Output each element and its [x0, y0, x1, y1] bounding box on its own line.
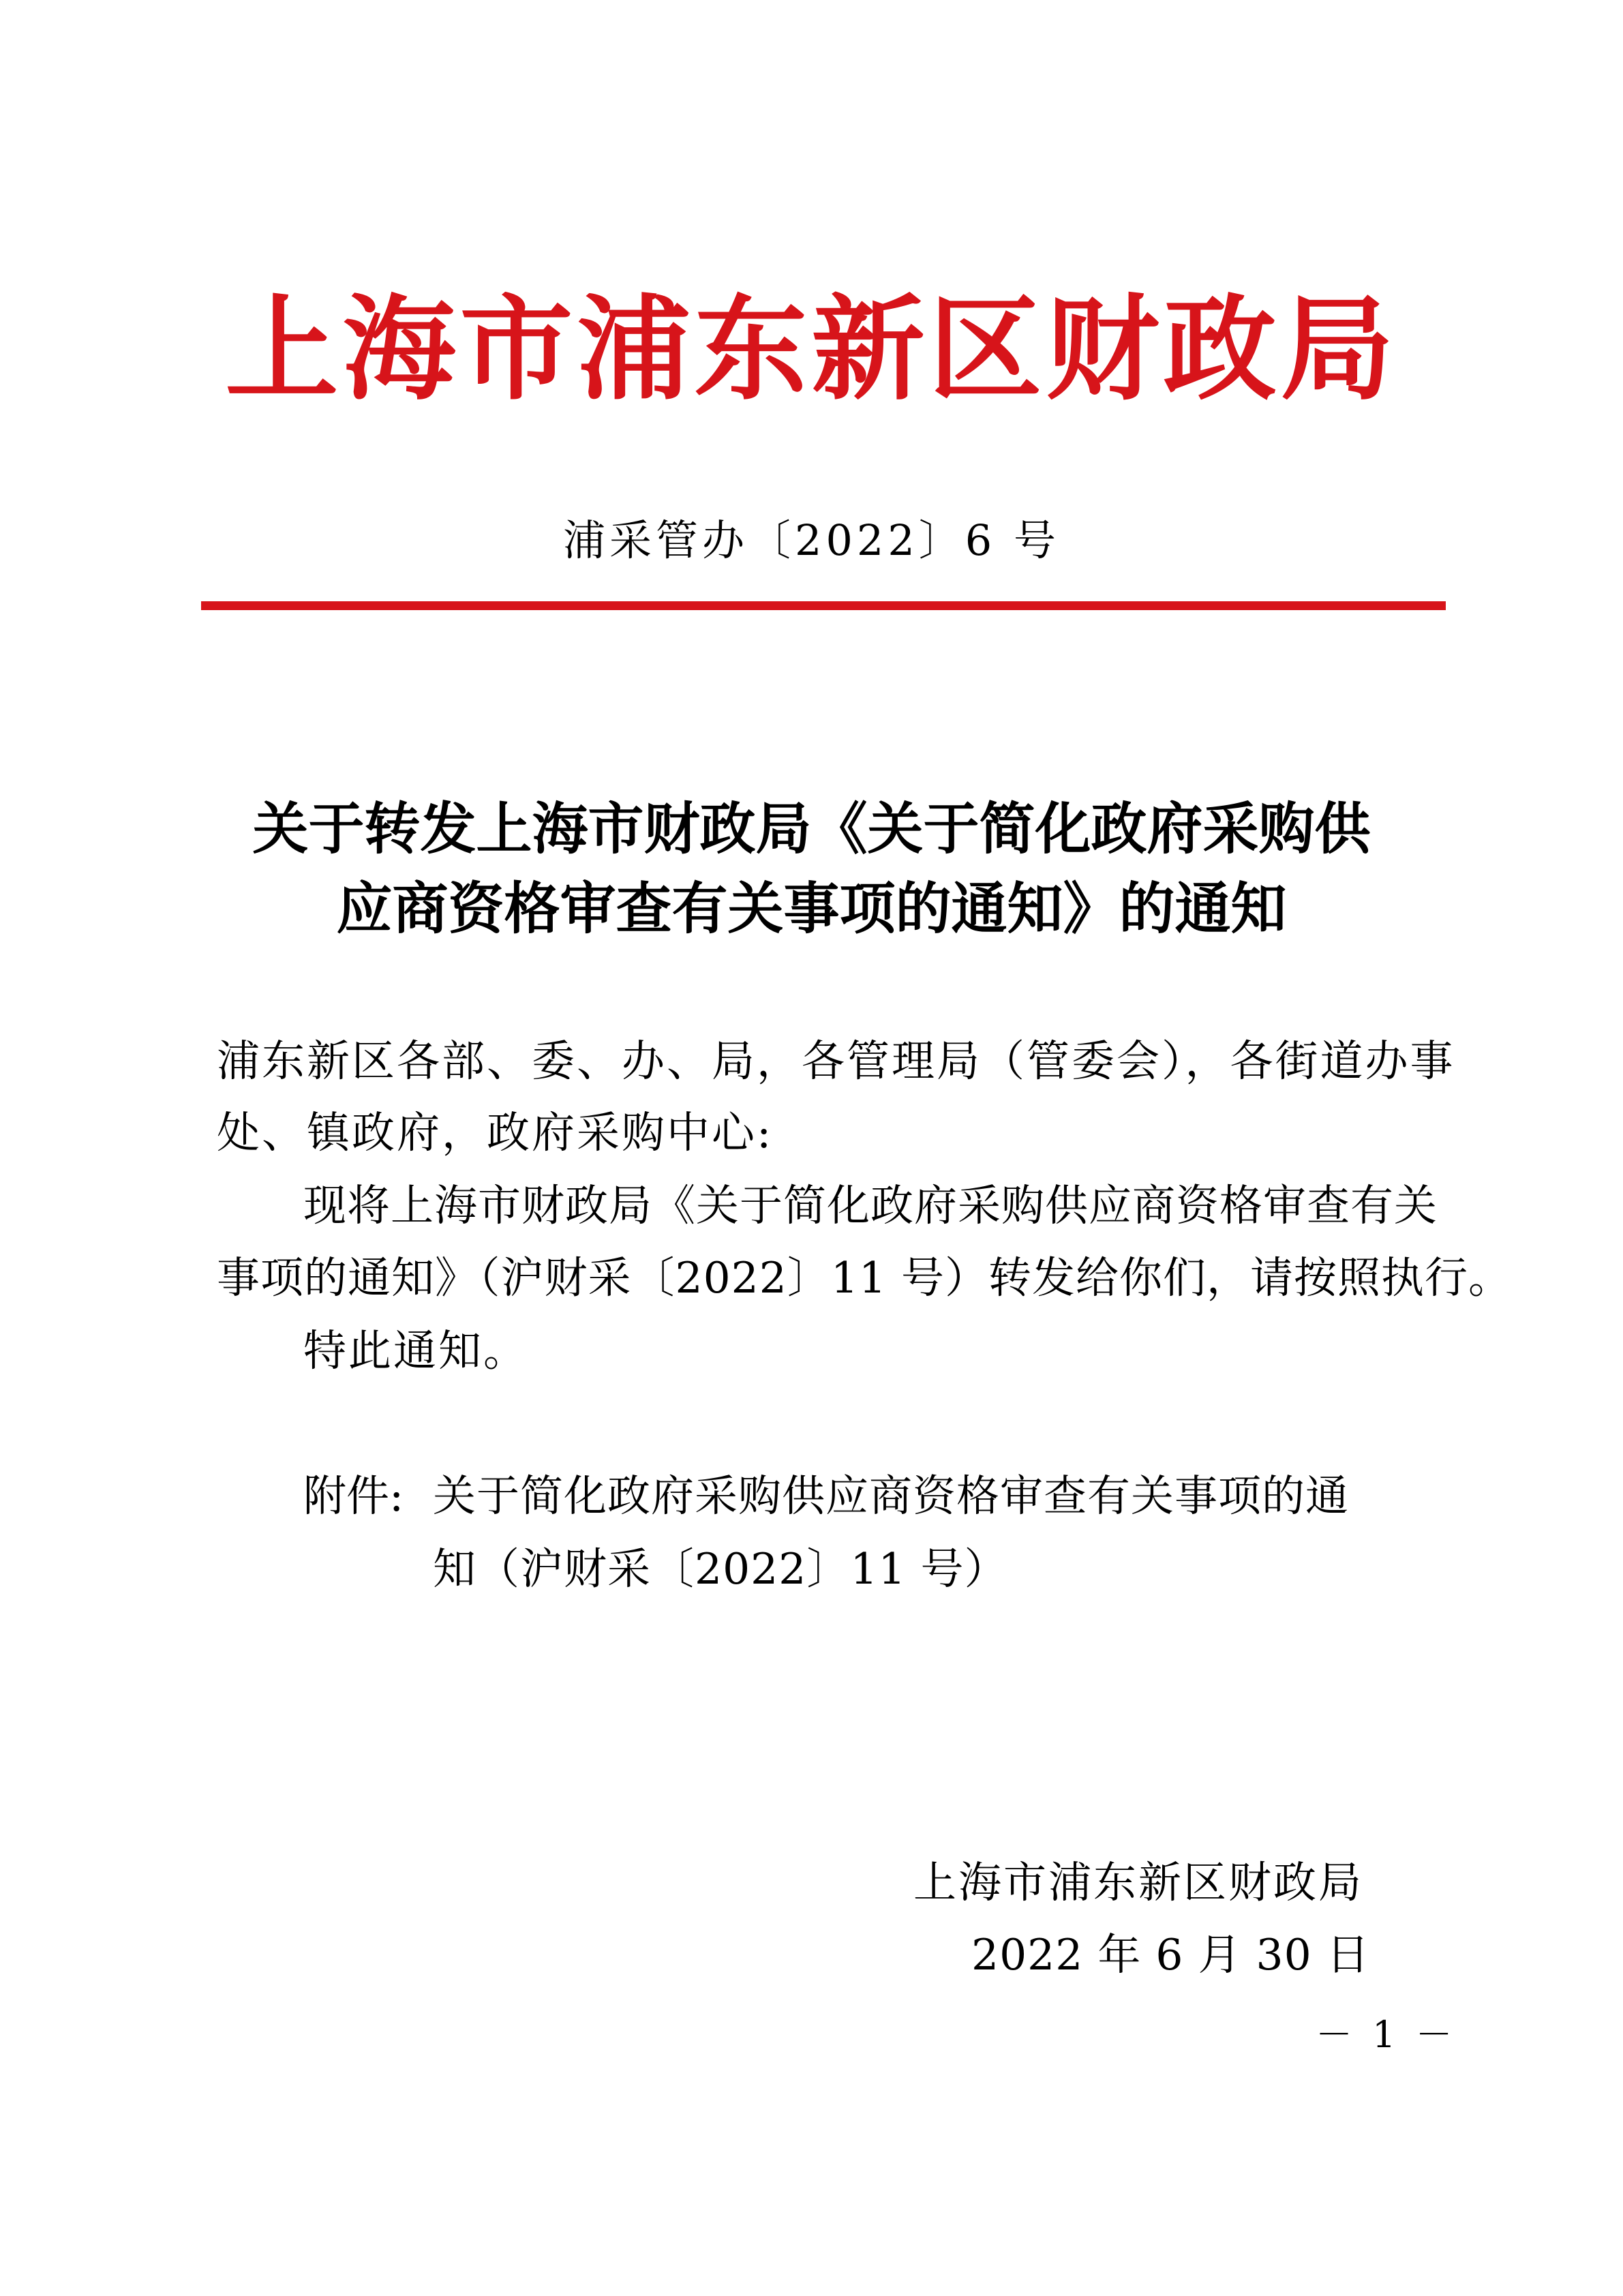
signature-organization: 上海市浦东新区财政局 [913, 1858, 1363, 1907]
body-paragraph-line-1: 现将上海市财政局《关于简化政府采购供应商资格审查有关 [303, 1181, 1438, 1230]
header-org-title: 上海市浦东新区财政局 [225, 283, 1398, 416]
page-number: － 1 － [1316, 2013, 1457, 2056]
document-number: 浦采管办〔2022〕6 号 [563, 515, 1060, 565]
closing-line: 特此通知。 [303, 1326, 528, 1376]
attachment-title-line-1: 关于简化政府采购供应商资格审查有关事项的通 [433, 1471, 1349, 1521]
attachment-title-line-2: 知（沪财采〔2022〕11 号） [433, 1544, 1008, 1594]
document-title-line-1: 关于转发上海市财政局《关于简化政府采购供 [252, 796, 1371, 862]
signature-date: 2022 年 6 月 30 日 [971, 1930, 1370, 1980]
body-paragraph-line-2: 事项的通知》（沪财采〔2022〕11 号）转发给你们，请按照执行。 [217, 1253, 1513, 1303]
attachment-label: 附件: [303, 1471, 404, 1521]
recipients-line-1: 浦东新区各部、委、办、局，各管理局（管委会），各街道办事 [217, 1036, 1455, 1086]
red-divider-rule [201, 601, 1446, 610]
recipients-line-2: 处、镇政府，政府采购中心: [217, 1108, 774, 1158]
document-title-line-2: 应商资格审查有关事项的通知》的通知 [336, 876, 1287, 941]
